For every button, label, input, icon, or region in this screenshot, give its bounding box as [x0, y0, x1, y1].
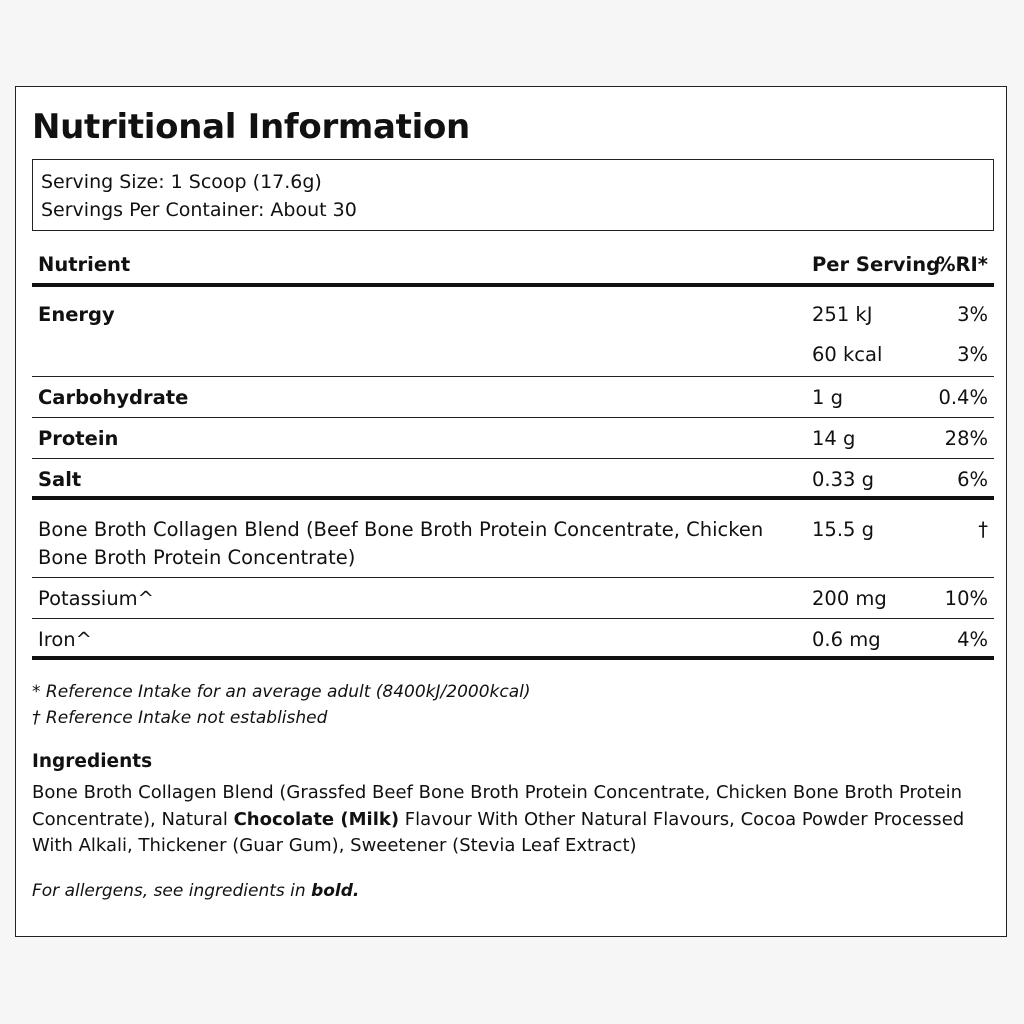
ingredients-text-part2: Flavour With Other Natural Flavours, Cocoa Powder Processed With Alkali, Thickener (Guar Gum), Sweetener (Stevia Leaf Extract)	[32, 808, 965, 856]
nutrient-ri: †	[978, 518, 988, 541]
nutrient-ri: 10%	[944, 587, 988, 610]
table-row-carbohydrate	[32, 377, 994, 418]
allergen-note	[32, 878, 359, 904]
footnotes	[32, 679, 531, 731]
nutrient-amount: 0.33 g	[812, 468, 874, 491]
allergen-note-text: For allergens, see ingredients in	[32, 881, 312, 901]
serving-info-box	[32, 159, 994, 231]
nutrient-amount: 0.6 mg	[812, 628, 881, 651]
table-row-iron	[32, 619, 994, 660]
nutrient-name: Potassium^	[38, 587, 155, 610]
nutrient-ri: 28%	[944, 427, 988, 450]
ingredients-heading: Ingredients	[32, 751, 153, 772]
nutrient-amount: 1 g	[812, 386, 843, 409]
table-row-collagen-blend	[32, 500, 994, 578]
ingredients-text	[32, 780, 994, 860]
nutrient-amount: 200 mg	[812, 587, 887, 610]
allergen-note-emphasis: bold.	[311, 881, 360, 901]
nutrient-name: Iron^	[38, 628, 92, 651]
servings-per-container: Servings Per Container: About 30	[41, 199, 357, 221]
page-title: Nutritional Information	[32, 107, 470, 147]
serving-size: Serving Size: 1 Scoop (17.6g)	[41, 171, 322, 193]
energy-kcal: 60 kcal	[812, 343, 883, 366]
nutrient-amount: 14 g	[812, 427, 856, 450]
nutrient-name: Bone Broth Collagen Blend (Beef Bone Broth Protein Concentrate, Chicken Bone Broth Protein Concentrate)	[38, 518, 764, 569]
table-row-energy	[32, 287, 994, 377]
nutrient-amount: 15.5 g	[812, 518, 874, 541]
nutrient-ri: 0.4%	[938, 386, 988, 409]
nutrient-ri: 4%	[957, 628, 988, 651]
energy-kj: 251 kJ	[812, 303, 873, 326]
nutrient-name: Protein	[38, 427, 119, 450]
footnote-not-established: † Reference Intake not established	[32, 708, 328, 728]
energy-kj-ri: 3%	[957, 303, 988, 326]
ingredients-text-part1: Bone Broth Collagen Blend (Grassfed Beef Bone Broth Protein Concentrate, Chicken Bone Broth Protein Concentrate), Natural	[32, 782, 963, 830]
table-row-protein	[32, 418, 994, 459]
nutrient-name: Salt	[38, 468, 82, 491]
allergen-ingredient: Chocolate (Milk)	[233, 808, 400, 830]
nutrient-name: Carbohydrate	[38, 386, 189, 409]
table-row-salt	[32, 459, 994, 500]
nutrition-panel	[15, 86, 1007, 937]
header-per-serving: Per Serving	[812, 253, 941, 276]
nutrition-table	[32, 243, 994, 660]
footnote-reference-intake: * Reference Intake for an average adult (8400kJ/2000kcal)	[32, 682, 531, 702]
table-header-row	[32, 243, 994, 287]
nutrient-name: Energy	[38, 303, 115, 326]
header-nutrient: Nutrient	[38, 253, 131, 276]
header-ri: %RI*	[935, 253, 988, 276]
nutrient-ri: 6%	[957, 468, 988, 491]
table-row-potassium	[32, 578, 994, 619]
energy-kcal-ri: 3%	[957, 343, 988, 366]
